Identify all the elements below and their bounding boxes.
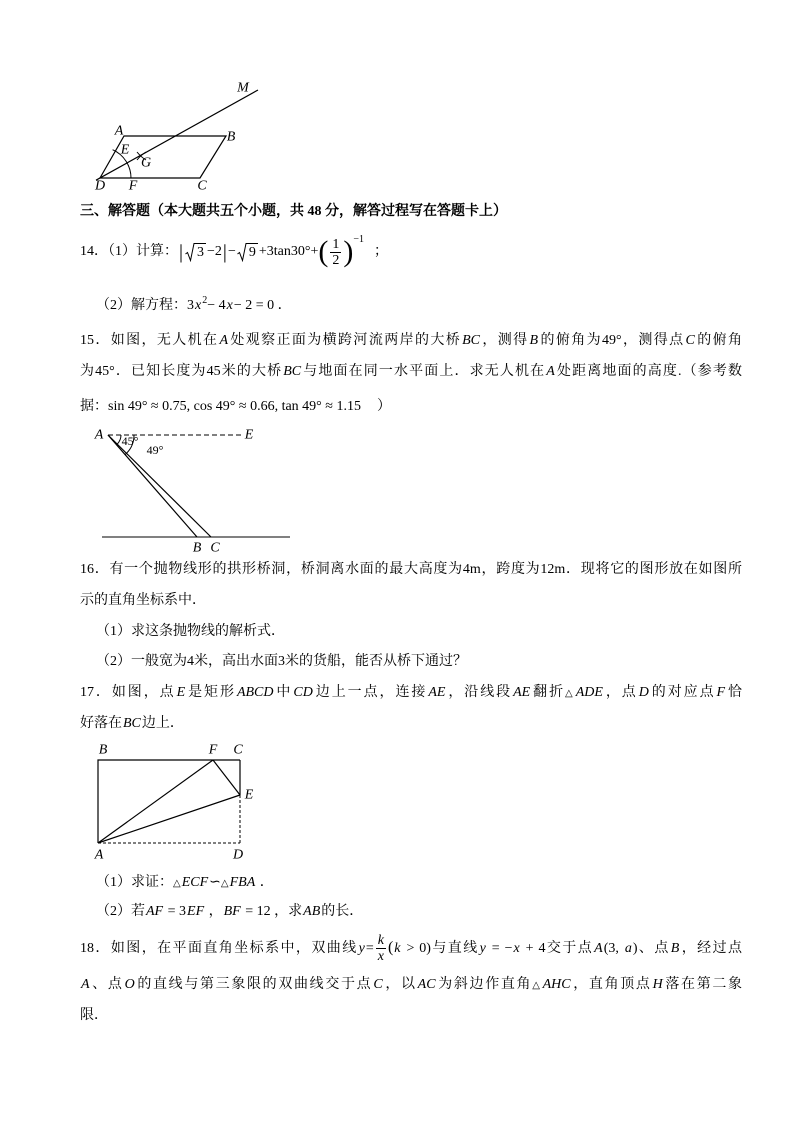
math-variable: BC — [462, 333, 480, 348]
math-variable: AF — [146, 904, 164, 919]
math-variable: E — [176, 685, 186, 700]
text-run: 处观察正面为横跨河流两岸的大桥 — [229, 333, 462, 348]
math-variable: ADE — [575, 685, 603, 700]
triangle-symbol: △ — [565, 688, 575, 699]
text-run: 的对应点 — [649, 685, 716, 700]
abs-bar-right: | — [222, 241, 227, 263]
drone-angle-figure — [90, 420, 300, 560]
segment-ae — [98, 795, 240, 843]
text-run: 是矩形 — [186, 685, 236, 700]
math-variable: ABCD — [236, 685, 274, 700]
math-variable: AC — [417, 977, 436, 992]
math-term: ) — [632, 941, 638, 956]
math-variable: H — [652, 977, 663, 992]
math-term: = 3 — [164, 904, 187, 919]
label-d: D — [232, 847, 244, 863]
denominator: x — [377, 949, 384, 965]
angle-arc-45 — [117, 435, 121, 444]
label-d: D — [94, 178, 106, 194]
text-run: ） — [376, 399, 391, 414]
text-run: 边上． — [141, 716, 184, 731]
label-e: E — [120, 142, 130, 158]
abs-bar-left: | — [179, 241, 184, 263]
q18-line-3: 限． — [80, 1008, 108, 1023]
q16-line-2: 示的直角坐标系中． — [80, 593, 206, 608]
fraction — [330, 237, 341, 268]
math-operator: = — [365, 941, 374, 956]
text-run: 与直线 — [430, 941, 479, 956]
triangle-symbol: △ — [532, 980, 542, 991]
math-variable: x — [195, 298, 202, 313]
math-variable: y — [358, 941, 365, 956]
text-run: 为45°．已知长度为45米的大桥 — [80, 364, 283, 379]
math-variable: ECF — [181, 875, 209, 890]
exponent: 2 — [202, 295, 208, 306]
math-variable: BC — [123, 716, 141, 731]
math-variable: O — [124, 977, 135, 992]
math-variable: x — [226, 298, 233, 313]
punctuation: ． — [256, 875, 274, 890]
math-variable: AE — [513, 685, 531, 700]
text-run: ， — [205, 904, 223, 919]
q14-part-1 — [80, 234, 388, 270]
text-run: 翻折 — [531, 685, 566, 700]
label-g: G — [140, 155, 152, 171]
text-run: 15．如图，无人机在 — [80, 333, 219, 348]
section-heading: 三、解答题（本大题共五个小题，共 48 分，解答过程写在答题卡上） — [80, 204, 507, 219]
math-term: +3tan30°+ — [258, 244, 319, 260]
text-run: 处距离地面的高度.（参考数 — [555, 364, 743, 379]
math-term: + 4 — [520, 941, 546, 956]
math-variable: x — [513, 941, 520, 956]
label-e: E — [244, 787, 254, 803]
label-b: B — [226, 129, 236, 145]
q15-line-2 — [80, 362, 742, 382]
math-variable: BF — [223, 904, 241, 919]
math-variable: B — [529, 333, 539, 348]
text-run: ，沿线段 — [446, 685, 513, 700]
text-run: ，求 — [270, 904, 303, 919]
math-variable: C — [373, 977, 383, 992]
text-run: ，以 — [383, 977, 417, 992]
q17-part-1 — [96, 873, 274, 893]
q17-line-1 — [80, 683, 742, 703]
label-f: F — [208, 742, 218, 758]
math-variable: AHC — [542, 977, 571, 992]
label-c: C — [197, 178, 207, 194]
segment-af — [98, 760, 213, 843]
math-variable: EF — [187, 904, 205, 919]
text-run: 恰 — [726, 685, 743, 700]
fraction-k-over-x — [376, 933, 386, 964]
math-variable: AE — [428, 685, 446, 700]
numerator: k — [377, 933, 384, 949]
label-f: F — [128, 178, 138, 194]
text-run: ，经过点 — [680, 941, 743, 956]
triangle-symbol: △ — [173, 878, 181, 889]
math-term: 3 — [187, 298, 194, 313]
q18-line-2 — [80, 975, 742, 995]
text-run: 18．如图，在平面直角坐标系中，双曲线 — [80, 941, 358, 956]
math-variable: A — [219, 333, 228, 348]
math-variable: AB — [303, 904, 321, 919]
math-variable: A — [546, 364, 555, 379]
radical-sign — [185, 242, 195, 262]
text-run: 的直线与第三象限的双曲线交于点 — [135, 977, 373, 992]
label-c: C — [210, 540, 220, 556]
label-a: A — [94, 847, 104, 863]
triangle-symbol: △ — [220, 878, 229, 889]
text-run: 17．如图，点 — [80, 685, 176, 700]
q18-line-1 — [80, 930, 742, 966]
sqrt-expression — [237, 242, 258, 262]
numerator: 1 — [332, 236, 340, 252]
text-run: ，点 — [603, 685, 638, 700]
radicand: 9 — [248, 245, 256, 260]
punctuation: ； — [373, 244, 388, 260]
label-a: A — [94, 427, 104, 443]
math-variable: A — [81, 977, 90, 992]
q15-line-1 — [80, 331, 742, 351]
text-run: 、点 — [90, 977, 124, 992]
math-term: > 0) — [401, 941, 431, 956]
q16-line-1: 16．有一个抛物线形的拱形桥洞，桥洞离水面的最大高度为4m，跨度为12m．现将它的图形放在如图所 — [80, 562, 742, 577]
q15-line-3 — [80, 397, 391, 417]
text-run: ，直角顶点 — [571, 977, 652, 992]
reference-values: sin 49° ≈ 0.75, cos 49° ≈ 0.66, tan 49° ≈ 1.15 — [108, 399, 361, 414]
angle-label-45: 45° — [121, 434, 139, 448]
math-variable: D — [638, 685, 649, 700]
denominator: 2 — [332, 252, 340, 268]
rectangle-fold-figure — [88, 738, 263, 866]
math-variable: k — [394, 941, 401, 956]
math-term: − 4 — [207, 298, 226, 313]
label-c: C — [233, 742, 243, 758]
paren-left: ( — [387, 939, 394, 956]
math-variable: F — [716, 685, 726, 700]
part-label: （2）若 — [96, 904, 145, 919]
segment-fe — [213, 760, 240, 795]
label-m: M — [237, 80, 249, 96]
q16-part-1: （1）求这条抛物线的解析式． — [96, 624, 285, 639]
label-b: B — [98, 742, 108, 758]
paren-left: ( — [318, 235, 329, 268]
math-term: − 2 = 0 — [233, 298, 275, 313]
radicand: 3 — [197, 245, 205, 260]
parallelogram-figure — [80, 76, 280, 198]
text-run: 为斜边作直角 — [436, 977, 533, 992]
math-variable: BC — [283, 364, 302, 379]
text-run: 边上一点，连接 — [313, 685, 428, 700]
text-run: 交于点 — [545, 941, 594, 956]
q16-part-2: （2）一般宽为4米，高出水面3米的货船，能否从桥下通过？ — [96, 654, 467, 669]
text-run: 据： — [80, 399, 108, 414]
q14-part-2 — [96, 296, 292, 316]
text-run: ，测得 — [481, 333, 529, 348]
exponent: −1 — [353, 234, 364, 246]
paren-right: ) — [343, 235, 354, 268]
similar-symbol: ∽ — [209, 875, 221, 890]
math-variable: C — [685, 333, 695, 348]
text-run: 落在第二象 — [663, 977, 743, 992]
text-run: 、点 — [637, 941, 670, 956]
math-variable: A — [594, 941, 603, 956]
question-number: 14． — [80, 244, 108, 260]
part-label: （1）计算： — [108, 244, 178, 260]
text-run: 的长． — [321, 904, 364, 919]
radical-sign — [237, 242, 247, 262]
sqrt-expression — [185, 242, 206, 262]
part-label: （2）解方程： — [96, 298, 187, 313]
math-operator: − — [227, 244, 236, 260]
rectangle-edges-cba — [98, 760, 240, 843]
text-run: 的俯角 — [695, 333, 743, 348]
text-run: 中 — [274, 685, 293, 700]
math-term: = − — [486, 941, 513, 956]
text-run: 好落在 — [80, 716, 122, 731]
math-term: = 12 — [241, 904, 271, 919]
math-variable: B — [670, 941, 680, 956]
label-e: E — [244, 427, 254, 443]
part-label: （1）求证： — [96, 875, 173, 890]
text-run: 与地面在同一水平面上．求无人机在 — [302, 364, 546, 379]
math-variable: FBA — [229, 875, 256, 890]
math-variable: y — [479, 941, 486, 956]
math-variable: a — [624, 941, 632, 956]
angle-label-49: 49° — [146, 443, 164, 457]
label-a: A — [114, 123, 124, 139]
q17-line-2 — [80, 714, 184, 734]
punctuation: ． — [274, 298, 292, 313]
math-term: (3, — [603, 941, 624, 956]
text-run: 的俯角为49°，测得点 — [539, 333, 685, 348]
label-b: B — [192, 540, 202, 556]
q17-part-2 — [96, 902, 363, 922]
math-variable: CD — [293, 685, 313, 700]
math-term: −2 — [207, 244, 222, 260]
